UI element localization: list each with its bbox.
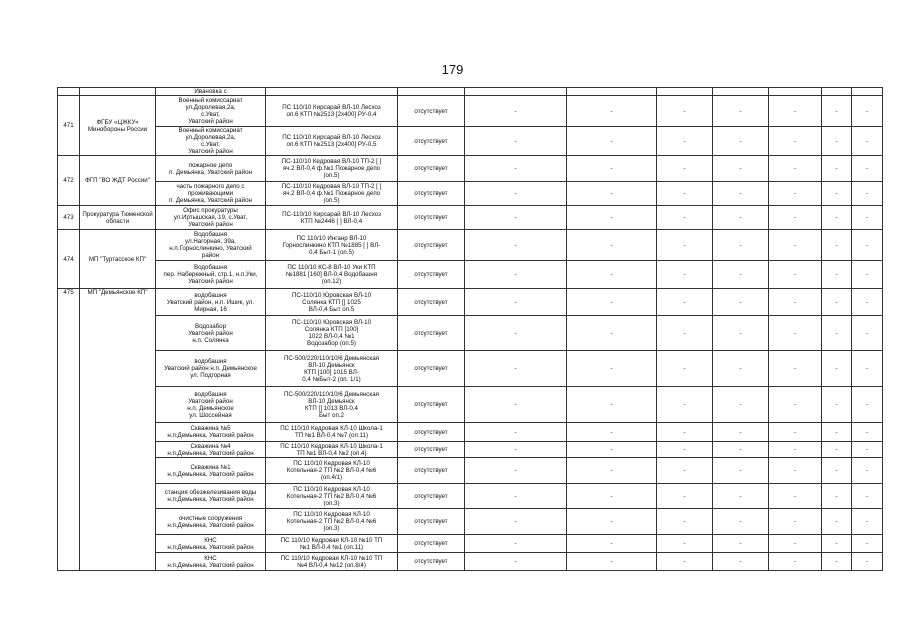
value-cell: - (822, 553, 852, 571)
power-line-cell: ПС 110/10 Инганр ВЛ-10 Горнослинкино КТП №1885 [ ] ВЛ- 0,4 Быт-1 (оп.5) (266, 230, 398, 261)
value-cell: - (713, 387, 769, 423)
status-cell: отсутствует (398, 261, 465, 289)
value-cell: - (657, 484, 713, 509)
status-cell: отсутствует (398, 289, 465, 316)
status-cell: отсутствует (398, 230, 465, 261)
value-cell: - (465, 316, 567, 351)
table-body (58, 88, 883, 571)
table-row (58, 230, 883, 261)
value-cell: - (769, 316, 822, 351)
power-line-cell: ПС 110/10 Кедровая КЛ-10 Котельная-2 ТП №2 ВЛ-0,4 №6 (оп.3) (266, 484, 398, 509)
value-cell: - (567, 553, 657, 571)
power-line-cell: ПС-110/10 Кирсарай ВЛ-10 Лесхоз КТП №2446 [ ] ВЛ-0,4 (266, 206, 398, 230)
value-cell: - (713, 206, 769, 230)
value-cell: - (465, 230, 567, 261)
value-cell: - (822, 206, 852, 230)
value-cell: - (822, 316, 852, 351)
value-cell: - (822, 387, 852, 423)
status-cell: отсутствует (398, 387, 465, 423)
value-cell: - (567, 458, 657, 484)
value-cell: - (852, 230, 883, 261)
table-row (58, 206, 883, 230)
value-cell: - (465, 423, 567, 442)
table-row (58, 127, 883, 156)
value-cell: - (852, 127, 883, 156)
value-cell: - (713, 156, 769, 182)
value-cell: - (465, 127, 567, 156)
object-cell: очистные сооружения н.п.Демьянка, Уватский район (156, 509, 266, 535)
table-row (58, 156, 883, 182)
power-line-cell: ПС 110/10 Кедровая КЛ-10 Котельная-2 ТП №2 ВЛ-0,4 №6 (оп.4/1) (266, 458, 398, 484)
value-cell: - (769, 127, 822, 156)
power-line-cell: ПС 110/10 Кедровая КЛ-10 Котельная-2 ТП №2 ВЛ-0,4 №6 (оп.3) (266, 509, 398, 535)
value-cell: - (852, 289, 883, 316)
object-cell: Водозабор Уватский район н.п. Солянка (156, 316, 266, 351)
row-number-cell: 473 (58, 206, 80, 230)
value-cell: - (822, 535, 852, 553)
table-row (58, 458, 883, 484)
object-cell: водобашня Уватский район н.п. Демьянское ул. Шоссейная (156, 387, 266, 423)
value-cell: - (769, 206, 822, 230)
power-line-cell: ПС-110/10 Кедровая ВЛ-10 ТП-2 [ ] яч.2 ВЛ-0,4 ф.№1 Пожарное депо (оп.5) (266, 156, 398, 182)
value-cell: - (769, 484, 822, 509)
value-cell: - (852, 423, 883, 442)
value-cell: - (657, 127, 713, 156)
power-line-cell: ПС 110/10 Кирсарай ВЛ-10 Лесхоз оп.6 КТП №2513 [2x400] РУ-0,4 (266, 96, 398, 127)
value-cell: - (852, 553, 883, 571)
power-line-cell: ПС-110/10 Юровская ВЛ-10 Солянка КТП [100] 1022 ВЛ-0,4 №1 Водозабор (оп.5) (266, 316, 398, 351)
value-cell: - (852, 509, 883, 535)
value-cell: - (852, 96, 883, 127)
value-cell: - (657, 230, 713, 261)
value-cell: - (822, 156, 852, 182)
value-cell: - (822, 442, 852, 458)
object-cell: Военный комиссариат ул.Доролевая,2а, с.Уват, Уватский район (156, 96, 266, 127)
object-cell: Скважина №1 н.п.Демьянка, Уватский район (156, 458, 266, 484)
value-cell: - (465, 206, 567, 230)
value-cell: - (852, 458, 883, 484)
status-cell: отсутствует (398, 484, 465, 509)
status-cell: отсутствует (398, 316, 465, 351)
value-cell: - (822, 289, 852, 316)
table-row (58, 316, 883, 351)
value-cell: - (822, 182, 852, 206)
table-row (58, 484, 883, 509)
status-cell: отсутствует (398, 553, 465, 571)
value-cell: - (465, 535, 567, 553)
value-cell: - (769, 458, 822, 484)
value-cell: - (713, 96, 769, 127)
value-cell: - (567, 423, 657, 442)
object-cell: КНС н.п.Демьянка, Уватский район (156, 535, 266, 553)
value-cell: - (567, 484, 657, 509)
value-cell: - (713, 458, 769, 484)
power-line-cell: ПС-500/220/110/10/6 Демьянская ВЛ-10 Демьянск КТП [100] 1015 ВЛ- 0,4 №Быт-2 (оп. 1/1) (266, 351, 398, 387)
value-cell: - (567, 509, 657, 535)
table-row (58, 351, 883, 387)
value-cell: - (567, 289, 657, 316)
value-cell: - (713, 182, 769, 206)
value-cell: - (465, 96, 567, 127)
value-cell: - (852, 182, 883, 206)
value-cell: - (657, 261, 713, 289)
value-cell: - (657, 351, 713, 387)
value-cell: - (822, 423, 852, 442)
value-cell: - (852, 442, 883, 458)
value-cell: - (657, 156, 713, 182)
value-cell: - (657, 316, 713, 351)
table-row (58, 387, 883, 423)
value-cell: - (713, 127, 769, 156)
organization-cell: Прокуратура Тюменской области (80, 206, 156, 230)
value-cell: - (852, 261, 883, 289)
value-cell: - (852, 316, 883, 351)
value-cell: - (657, 509, 713, 535)
row-number-cell (58, 88, 80, 96)
value-cell: - (657, 206, 713, 230)
status-cell: отсутствует (398, 96, 465, 127)
value-cell: - (852, 156, 883, 182)
value-cell: - (567, 206, 657, 230)
value-cell: - (713, 553, 769, 571)
value-cell: - (465, 182, 567, 206)
status-cell: отсутствует (398, 509, 465, 535)
object-cell: Скважина №5 н.п.Демьянка, Уватский район (156, 423, 266, 442)
value-cell: - (567, 442, 657, 458)
power-line-cell: ПС 110/10 Кедровая КЛ-10 №10 ТП №1 ВЛ-0,4 №1 (оп.11) (266, 535, 398, 553)
objects-table (57, 87, 883, 571)
status-cell: отсутствует (398, 182, 465, 206)
value-cell: - (657, 535, 713, 553)
value-cell: - (769, 230, 822, 261)
status-cell: отсутствует (398, 156, 465, 182)
value-cell (713, 88, 769, 96)
value-cell: - (567, 351, 657, 387)
object-cell: КНС н.п.Демьянка, Уватский район (156, 553, 266, 571)
value-cell: - (713, 230, 769, 261)
value-cell: - (567, 261, 657, 289)
value-cell: - (822, 230, 852, 261)
status-cell: отсутствует (398, 206, 465, 230)
table-row (58, 182, 883, 206)
value-cell: - (852, 351, 883, 387)
value-cell: - (822, 484, 852, 509)
value-cell: - (567, 182, 657, 206)
table-row (58, 442, 883, 458)
value-cell: - (852, 535, 883, 553)
power-line-cell: ПС 110/10 Кирсарай ВЛ-10 Лесхоз оп.6 КТП №2513 [2x400] РУ-0,5 (266, 127, 398, 156)
organization-cell: ФГП "ВО ЖДТ России" (80, 156, 156, 206)
value-cell: - (713, 289, 769, 316)
value-cell: - (769, 442, 822, 458)
table-row (58, 261, 883, 289)
value-cell: - (657, 96, 713, 127)
value-cell: - (852, 484, 883, 509)
object-cell: Офис прокуратуры ул.Иртышская, 19, с.Уват, Уватский район (156, 206, 266, 230)
object-cell: водобашня Уватский район н.п. Демьянское ул. Подгорная (156, 351, 266, 387)
value-cell: - (769, 509, 822, 535)
value-cell: - (822, 458, 852, 484)
value-cell: - (852, 206, 883, 230)
value-cell: - (769, 535, 822, 553)
value-cell (567, 88, 657, 96)
object-cell: Скважина №4 н.п.Демьянка, Уватский район (156, 442, 266, 458)
value-cell: - (567, 127, 657, 156)
value-cell: - (713, 484, 769, 509)
value-cell: - (769, 261, 822, 289)
value-cell: - (769, 182, 822, 206)
power-line-cell: ПС 110/10 КС-8 ВЛ-10 Уки КТП №1881 [160] ВЛ-0,4 Водобашня (оп.12) (266, 261, 398, 289)
value-cell: - (465, 553, 567, 571)
value-cell: - (567, 535, 657, 553)
value-cell: - (657, 553, 713, 571)
value-cell: - (465, 442, 567, 458)
value-cell (769, 88, 822, 96)
power-line-cell (266, 88, 398, 96)
value-cell: - (713, 351, 769, 387)
object-cell: Водобашня пер. Набережный, стр.1, н.п.Уки, Уватский район (156, 261, 266, 289)
value-cell: - (822, 261, 852, 289)
value-cell: - (713, 535, 769, 553)
value-cell: - (567, 156, 657, 182)
value-cell: - (769, 96, 822, 127)
value-cell: - (657, 458, 713, 484)
value-cell (657, 88, 713, 96)
value-cell: - (567, 230, 657, 261)
row-number-cell: 474 (58, 230, 80, 289)
power-line-cell: ПС 110/10 Кедровая КЛ-10 Школа-1 ТП №1 ВЛ-0,4 №7 (оп.11) (266, 423, 398, 442)
value-cell: - (465, 289, 567, 316)
value-cell: - (713, 316, 769, 351)
status-cell: отсутствует (398, 535, 465, 553)
value-cell: - (822, 127, 852, 156)
power-line-cell: ПС-110/10 Юровская ВЛ-10 Солянка КТП [] 1025 ВЛ-0,4 Быт оп.5 (266, 289, 398, 316)
value-cell: - (713, 423, 769, 442)
value-cell: - (713, 442, 769, 458)
value-cell: - (465, 484, 567, 509)
object-cell: пожарное депо п. Демьянка, Уватский район (156, 156, 266, 182)
power-line-cell: ПС-500/220/110/10/6 Демьянская ВЛ-10 Демьянск КТП [] 1013 ВЛ-0,4 Быт оп.2 (266, 387, 398, 423)
row-number-cell: 472 (58, 156, 80, 206)
status-cell: отсутствует (398, 127, 465, 156)
value-cell: - (822, 96, 852, 127)
table-row (58, 289, 883, 316)
power-line-cell: ПС 110/10 Кедровая КЛ-10 Школа-1 ТП №1 ВЛ-0,4 №2 (оп.4) (266, 442, 398, 458)
value-cell: - (713, 509, 769, 535)
table-row (58, 88, 883, 96)
value-cell: - (852, 387, 883, 423)
table-row (58, 509, 883, 535)
value-cell: - (769, 387, 822, 423)
value-cell (852, 88, 883, 96)
object-cell: Ивановка с (156, 88, 266, 96)
value-cell: - (822, 351, 852, 387)
value-cell (465, 88, 567, 96)
value-cell: - (465, 156, 567, 182)
value-cell: - (657, 387, 713, 423)
value-cell: - (567, 316, 657, 351)
value-cell: - (657, 182, 713, 206)
status-cell: отсутствует (398, 351, 465, 387)
status-cell: отсутствует (398, 423, 465, 442)
value-cell: - (769, 156, 822, 182)
value-cell: - (822, 509, 852, 535)
object-cell: часть пожарного депо с проживающими п. Демьянка, Уватский район (156, 182, 266, 206)
table-row (58, 423, 883, 442)
row-number-cell: 471 (58, 96, 80, 156)
power-line-cell: ПС 110/10 Кедровая КЛ-10 №10 ТП №4 ВЛ-0,4 №12 (оп.8/4) (266, 553, 398, 571)
value-cell: - (465, 458, 567, 484)
value-cell: - (465, 351, 567, 387)
page-number: 179 (441, 62, 464, 77)
value-cell (822, 88, 852, 96)
row-number-cell: 475 (58, 289, 80, 571)
object-cell: водобашня Уватский район, н.п. Ишик, ул. Мирная, 16 (156, 289, 266, 316)
value-cell: - (769, 289, 822, 316)
value-cell: - (769, 423, 822, 442)
object-cell: Водобашня ул.Нагорная, 39а, н.п.Горнослинкино, Уватский район (156, 230, 266, 261)
value-cell: - (657, 289, 713, 316)
value-cell: - (657, 442, 713, 458)
power-line-cell: ПС-110/10 Кедровая ВЛ-10 ТП-2 [ ] яч.2 ВЛ-0,4 ф.№1 Пожарное депо (оп.5) (266, 182, 398, 206)
value-cell: - (465, 261, 567, 289)
table-row (58, 535, 883, 553)
value-cell: - (769, 351, 822, 387)
table-row (58, 96, 883, 127)
value-cell: - (567, 387, 657, 423)
value-cell: - (657, 423, 713, 442)
value-cell: - (567, 96, 657, 127)
status-cell: отсутствует (398, 442, 465, 458)
organization-cell: МП "Туртасское КП" (80, 230, 156, 289)
status-cell: отсутствует (398, 458, 465, 484)
value-cell: - (465, 509, 567, 535)
value-cell: - (769, 553, 822, 571)
table-row (58, 553, 883, 571)
organization-cell: МП "Демьянское КП" (80, 289, 156, 571)
value-cell: - (713, 261, 769, 289)
organization-cell: ФГБУ «ЦЖКУ» Минобороны России (80, 96, 156, 156)
organization-cell (80, 88, 156, 96)
object-cell: станция обезжелезивания воды н.п.Демьянка, Уватский район (156, 484, 266, 509)
value-cell: - (465, 387, 567, 423)
object-cell: Военный комиссариат ул.Доролевая,2а, с.Уват, Уватский район (156, 127, 266, 156)
status-cell (398, 88, 465, 96)
